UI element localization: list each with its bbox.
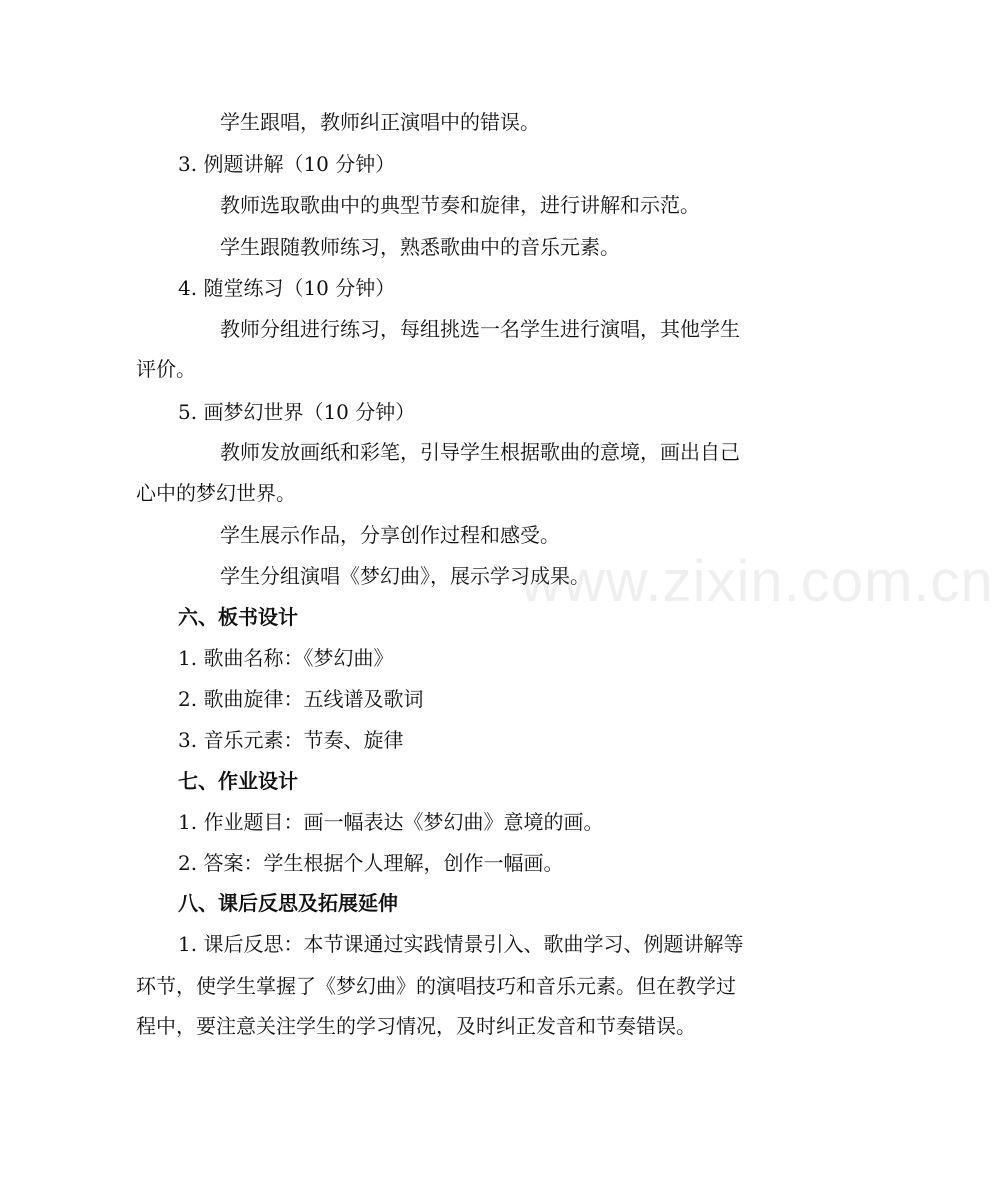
list-item: 2. 答案：学生根据个人理解，创作一幅画。 — [178, 851, 564, 875]
list-item: 2. 歌曲旋律：五线谱及歌词 — [178, 687, 424, 711]
paragraph-line: 学生分组演唱《梦幻曲》，展示学习成果。 — [220, 564, 590, 588]
section-item-5: 5. 画梦幻世界（10 分钟） — [178, 400, 416, 424]
paragraph-line: 教师分组进行练习，每组挑选一名学生进行演唱，其他学生 — [220, 317, 740, 341]
paragraph-line: 学生跟唱，教师纠正演唱中的错误。 — [220, 110, 540, 134]
paragraph-line: 教师选取歌曲中的典型节奏和旋律，进行讲解和示范。 — [220, 193, 700, 217]
paragraph-line: 评价。 — [136, 357, 196, 381]
section-item-4: 4. 随堂练习（10 分钟） — [178, 276, 396, 300]
section-item-3: 3. 例题讲解（10 分钟） — [178, 152, 396, 176]
paragraph-line: 学生展示作品，分享创作过程和感受。 — [220, 523, 560, 547]
paragraph-line: 1. 课后反思：本节课通过实践情景引入、歌曲学习、例题讲解等 — [178, 932, 744, 956]
list-item: 3. 音乐元素：节奏、旋律 — [178, 728, 404, 752]
paragraph-line: 教师发放画纸和彩笔，引导学生根据歌曲的意境，画出自己 — [220, 440, 740, 464]
watermark: www.zixin.com.cn — [520, 549, 994, 614]
paragraph-line: 心中的梦幻世界。 — [136, 481, 296, 505]
section-heading-reflection: 八、课后反思及拓展延伸 — [178, 891, 398, 915]
list-item: 1. 歌曲名称：《梦幻曲》 — [178, 646, 394, 670]
paragraph-line: 程中，要注意关注学生的学习情况，及时纠正发音和节奏错误。 — [136, 1014, 696, 1038]
list-item: 1. 作业题目：画一幅表达《梦幻曲》意境的画。 — [178, 810, 604, 834]
paragraph-line: 学生跟随教师练习，熟悉歌曲中的音乐元素。 — [220, 235, 620, 259]
section-heading-homework: 七、作业设计 — [178, 769, 298, 793]
section-heading-board-design: 六、板书设计 — [178, 605, 298, 629]
paragraph-line: 环节，使学生掌握了《梦幻曲》的演唱技巧和音乐元素。但在教学过 — [136, 974, 736, 998]
